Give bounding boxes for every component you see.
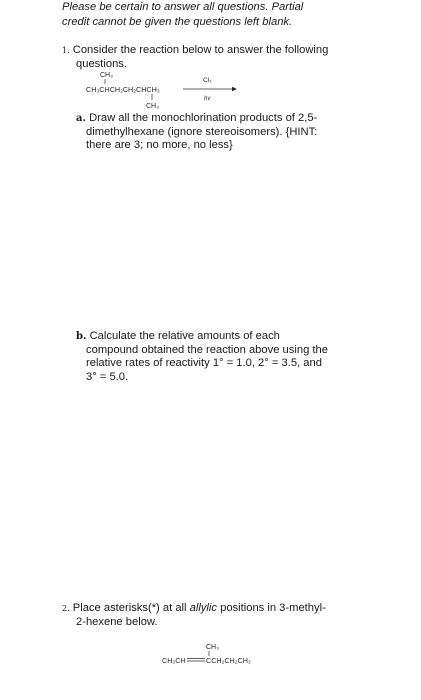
reaction-top-methyl: CH₃ (100, 72, 113, 79)
part-a-letter: a. (76, 113, 86, 124)
question-2-text-post: positions in 3-methyl- (217, 602, 326, 614)
alkene-top-methyl: CH₃ (206, 644, 219, 651)
instructions (62, 0, 362, 29)
alkene-structure (160, 640, 310, 670)
question-1a (76, 112, 371, 153)
reaction-main-chain: CH₃CHCH₂CH₂CHCH₃ (86, 85, 160, 94)
alkene-right-part: CCH₂CH₂CH₃ (206, 656, 251, 665)
question-1-text-cont: questions. (76, 58, 127, 70)
question-2-text-italic: allylic (189, 602, 217, 614)
question-1b (76, 330, 376, 385)
question-1-heading (62, 43, 372, 58)
alkene-left-part: CH₃CH (162, 656, 186, 665)
part-b-line-2: compound obtained the reaction above using the (86, 343, 328, 356)
reaction-scheme (80, 70, 260, 112)
part-a-line-3: there are 3; no more, no less} (86, 139, 233, 152)
reaction-bottom-methyl: CH₃ (146, 103, 159, 110)
question-1-number: 1. (62, 46, 70, 55)
part-a-line-1: Draw all the monochlorination products of 2,5- (89, 112, 318, 124)
question-2-heading (62, 601, 372, 616)
part-b-line-4: 3° = 5.0. (86, 371, 129, 384)
part-a-line-2: dimethylhexane (ignore stereoisomers). {HINT: (86, 125, 318, 138)
question-1-text: Consider the reaction below to answer the following (72, 44, 329, 56)
part-b-letter: b. (76, 331, 87, 342)
reaction-arrow-head (232, 87, 237, 91)
instructions-line-2: credit cannot be given the questions left blank. (62, 15, 293, 28)
reaction-reagent: Cl₂ (203, 77, 212, 84)
instructions-line-1: Please be certain to answer all questions. Partial (62, 1, 304, 13)
part-b-line-1: Calculate the relative amounts of each (89, 330, 280, 342)
reaction-condition: hv (204, 96, 211, 102)
question-2-text-cont: 2-hexene below. (76, 616, 158, 628)
part-b-line-3: relative rates of reactivity 1° = 1.0, 2° = 3.5, and (86, 357, 322, 370)
question-2-text-pre: Place asterisks(*) at all (72, 602, 190, 614)
question-2-number: 2. (62, 604, 70, 613)
